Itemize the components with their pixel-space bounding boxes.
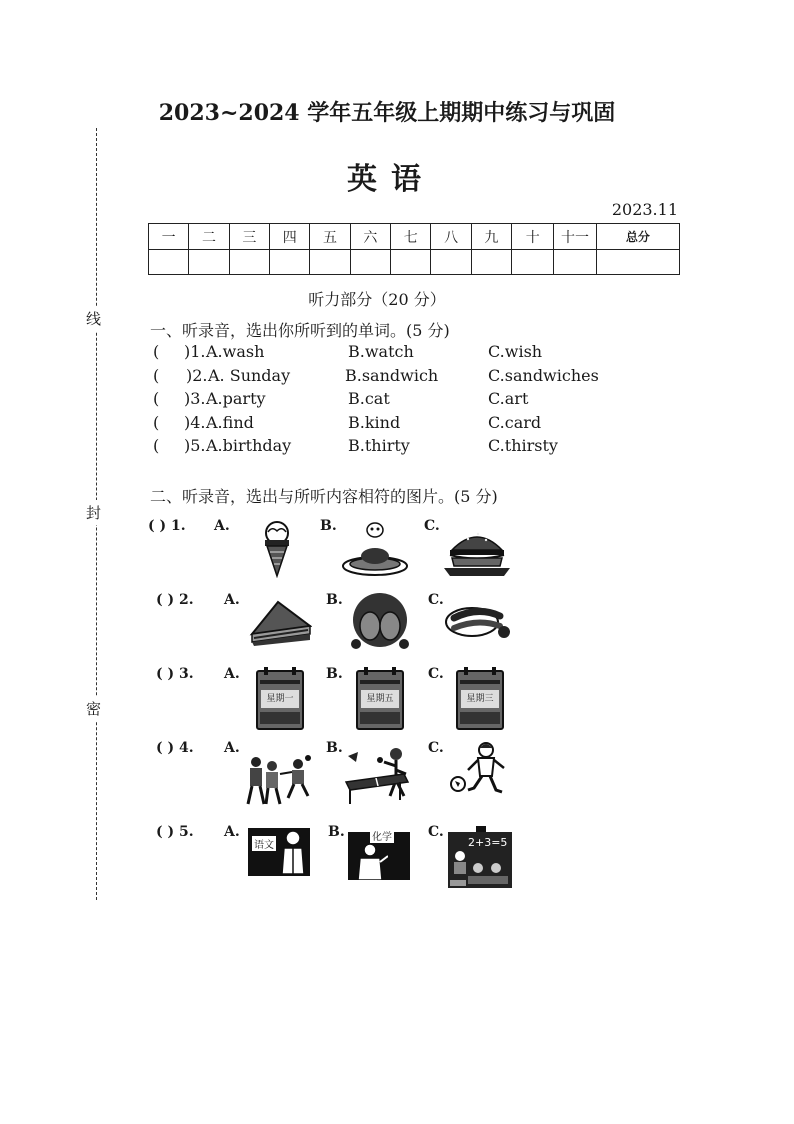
answer-bracket[interactable]: ( xyxy=(153,342,160,361)
option-c-label: C. xyxy=(424,518,440,534)
part1-question-1 xyxy=(150,342,610,364)
option-c: C.sandwiches xyxy=(488,366,599,385)
question-number: )4. xyxy=(184,413,206,432)
sausages-icon[interactable] xyxy=(444,600,512,644)
score-table xyxy=(148,223,680,275)
option-a-label: A. xyxy=(224,824,240,840)
option-b-label: B. xyxy=(326,740,343,756)
option-a: A.party xyxy=(206,389,266,408)
score-cell[interactable] xyxy=(189,250,229,275)
listening-heading: 听力部分（20 分） xyxy=(308,290,446,309)
answer-bracket[interactable]: ( xyxy=(153,436,160,455)
part2-question-1 xyxy=(148,516,568,586)
option-c-label: C. xyxy=(428,666,444,682)
part1-instruction: 一、听录音，选出你所听到的单词。(5 分) xyxy=(150,321,450,340)
question-number: )5. xyxy=(184,436,206,455)
calendar-label: 星期一 xyxy=(261,690,299,708)
option-c-label: C. xyxy=(428,592,444,608)
option-b-label: B. xyxy=(326,666,343,682)
option-b: B.sandwich xyxy=(345,366,439,385)
steak-plate-icon[interactable] xyxy=(340,518,410,578)
question-number[interactable]: ( ) 1. xyxy=(148,518,186,534)
answer-bracket[interactable]: ( xyxy=(153,389,160,408)
option-a: A.wash xyxy=(206,342,265,361)
exam-date: 2023.11 xyxy=(611,200,678,219)
option-a-label: A. xyxy=(224,666,240,682)
calendar-label: 星期五 xyxy=(361,690,399,708)
option-a-label: A. xyxy=(224,592,240,608)
part1-question-2 xyxy=(150,366,610,388)
calendar-monday[interactable] xyxy=(256,670,304,730)
question-number[interactable]: ( ) 5. xyxy=(156,824,194,840)
binding-mark-seal: 封 xyxy=(86,500,101,525)
part2-question-5 xyxy=(148,822,568,892)
calendar-wednesday[interactable] xyxy=(456,670,504,730)
option-c-label: C. xyxy=(428,824,444,840)
score-col-header: 五 xyxy=(310,224,350,250)
answer-bracket[interactable]: ( xyxy=(153,366,160,385)
option-a: A.find xyxy=(206,413,254,432)
score-cell[interactable] xyxy=(512,250,554,275)
ice-cream-icon[interactable] xyxy=(260,520,294,578)
score-cell[interactable] xyxy=(350,250,390,275)
score-cell[interactable] xyxy=(431,250,471,275)
hamburger-icon[interactable] xyxy=(444,524,510,578)
board-text: 语文 xyxy=(252,836,276,851)
option-a: A. Sunday xyxy=(208,366,291,385)
question-number: )3. xyxy=(184,389,206,408)
teacher-icon xyxy=(278,828,308,876)
ping-pong-icon[interactable] xyxy=(344,744,414,806)
score-col-header: 九 xyxy=(471,224,511,250)
score-cell[interactable] xyxy=(471,250,511,275)
option-a-label: A. xyxy=(224,740,240,756)
option-b-label: B. xyxy=(320,518,337,534)
question-number: )2. xyxy=(186,366,208,385)
part2-question-4 xyxy=(148,738,568,808)
score-cell[interactable] xyxy=(310,250,350,275)
potatoes-icon[interactable] xyxy=(348,592,412,650)
students-icon xyxy=(448,850,512,888)
board-text: 2+3=5 xyxy=(468,836,508,849)
question-number[interactable]: ( ) 3. xyxy=(156,666,194,682)
board-text: 化学 xyxy=(370,828,394,843)
score-col-header: 八 xyxy=(431,224,471,250)
part1-question-4 xyxy=(150,413,610,435)
score-cell[interactable] xyxy=(554,250,596,275)
basketball-players-icon[interactable] xyxy=(244,752,314,808)
chemistry-class-board[interactable] xyxy=(348,832,410,880)
score-col-header: 二 xyxy=(189,224,229,250)
score-cell[interactable] xyxy=(391,250,431,275)
math-class-board[interactable] xyxy=(448,832,512,888)
football-player-icon[interactable] xyxy=(448,740,510,802)
document-title: 2023~2024 学年五年级上期期中练习与巩固 xyxy=(158,100,616,126)
subject-title: 英语 xyxy=(347,162,435,197)
calendar-friday[interactable] xyxy=(356,670,404,730)
score-col-header: 十一 xyxy=(554,224,596,250)
score-col-header: 六 xyxy=(350,224,390,250)
option-b-label: B. xyxy=(328,824,345,840)
option-b: B.kind xyxy=(348,413,401,432)
question-number[interactable]: ( ) 4. xyxy=(156,740,194,756)
sandwich-icon[interactable] xyxy=(248,598,312,646)
teacher-icon xyxy=(354,842,388,880)
option-c: C.art xyxy=(488,389,529,408)
part2-instruction: 二、听录音，选出与所听内容相符的图片。(5 分) xyxy=(150,487,498,506)
binding-mark-secret: 密 xyxy=(86,696,101,721)
score-cell[interactable] xyxy=(270,250,310,275)
score-cell[interactable] xyxy=(149,250,189,275)
part1-question-5 xyxy=(150,436,610,458)
score-col-header: 十 xyxy=(512,224,554,250)
score-col-header: 七 xyxy=(391,224,431,250)
part2-question-3 xyxy=(148,664,568,734)
option-b: B.thirty xyxy=(348,436,410,455)
score-cell-total[interactable] xyxy=(596,250,679,275)
score-col-header: 一 xyxy=(149,224,189,250)
score-col-header: 三 xyxy=(229,224,269,250)
option-a: A.birthday xyxy=(206,436,292,455)
option-c: C.wish xyxy=(488,342,543,361)
option-b: B.watch xyxy=(348,342,414,361)
chinese-class-board[interactable] xyxy=(248,828,310,876)
option-c: C.card xyxy=(488,413,542,432)
question-number[interactable]: ( ) 2. xyxy=(156,592,194,608)
option-c: C.thirsty xyxy=(488,436,558,455)
part2-question-2 xyxy=(148,590,568,660)
option-b: B.cat xyxy=(348,389,390,408)
option-b-label: B. xyxy=(326,592,343,608)
score-col-header-total: 总分 xyxy=(596,224,679,250)
score-col-header: 四 xyxy=(270,224,310,250)
option-c-label: C. xyxy=(428,740,444,756)
option-a-label: A. xyxy=(214,518,230,534)
calendar-label: 星期三 xyxy=(461,690,499,708)
score-cell[interactable] xyxy=(229,250,269,275)
part1-question-3 xyxy=(150,389,610,411)
answer-bracket[interactable]: ( xyxy=(153,413,160,432)
binding-mark-line: 线 xyxy=(86,306,101,331)
question-number: )1. xyxy=(184,342,206,361)
